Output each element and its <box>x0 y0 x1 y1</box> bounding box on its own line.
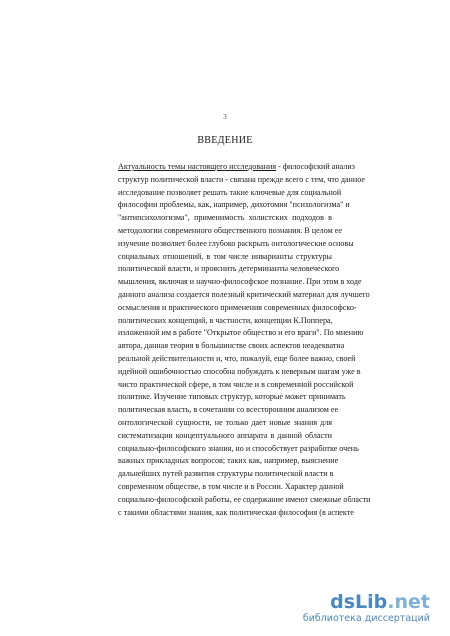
line-text: данного анализа создается полезный критический материал для лучшего <box>118 289 370 299</box>
line-text: социально-философского знания, но и способствует разработке очень <box>118 443 359 453</box>
watermark-logo-suffix: .net <box>387 591 430 613</box>
watermark-logo <box>303 592 430 612</box>
line-text: социальных отношений, в том числе инварианты структуры <box>118 251 332 261</box>
text-line <box>118 417 332 430</box>
watermark-logo-main: dsLib <box>330 591 388 613</box>
text-line <box>118 289 370 302</box>
line-text: идейной ошибочностью способна побуждать к неверным шагам уже в <box>118 366 361 376</box>
line-text: исследование позволяет решать такие ключевые для социальной <box>118 187 342 197</box>
text-line <box>118 225 342 238</box>
text-line <box>118 161 355 174</box>
text-line <box>118 379 354 392</box>
text-line <box>118 481 344 494</box>
line-text: автора, данная теория в большинстве своих аспектов неадекватна <box>118 341 345 351</box>
line-text: систематизации концептуального аппарата в данной области <box>118 430 332 440</box>
text-line <box>118 251 332 264</box>
text-line <box>118 507 354 520</box>
text-line <box>118 404 339 417</box>
line-text: политическая власть, в сочетании со всесторонним анализом ее <box>118 405 339 415</box>
text-line <box>118 212 332 225</box>
text-line <box>118 353 356 366</box>
watermark <box>303 592 430 624</box>
line-text: социально-философской работы, ее содержание имеют смежные области <box>118 494 371 504</box>
section-heading: ВВЕДЕНИЕ <box>197 135 253 146</box>
text-line <box>118 455 339 468</box>
text-line <box>118 468 332 481</box>
underlined-phrase: Актуальность темы настоящего исследования <box>118 162 277 171</box>
body-text <box>118 161 371 519</box>
line-text: онтологической сущности, не только дает новые знания для <box>118 417 332 427</box>
text-line <box>118 340 345 353</box>
line-text: мышления, включая и научно-философское познание. При этом в ходе <box>118 277 362 287</box>
line-text: изложенной им в работе "Открытое общество и его враги". По мнению <box>118 328 364 338</box>
line-text: философии проблемы, как, например, дихотомия "психологизма" и <box>118 200 350 210</box>
text-line <box>118 263 340 276</box>
text-line <box>118 391 346 404</box>
text-line <box>118 366 361 379</box>
text-line <box>118 174 365 187</box>
line-text: изучение позволяет более глубоко раскрыть онтологические основы <box>118 238 354 248</box>
line-text: политической власти, и прояснить детерминанты человеческого <box>118 264 340 274</box>
line-text: современном обществе, в том числе и в России. Характер данной <box>118 481 344 491</box>
line-text: политике. Изучение типовых структур, которые может принимать <box>118 392 346 402</box>
line-text: важных прикладных вопросов; таких как, например, выяснение <box>118 456 339 466</box>
line-text: осмысления и практического применения современных философско- <box>118 302 357 312</box>
text-line <box>118 327 364 340</box>
line-text: - философский анализ <box>276 162 355 171</box>
line-text: "антипсихологизма", применимость холистских подходов в <box>118 213 332 223</box>
text-line <box>118 187 342 200</box>
line-text: чисто практической сфере, в том числе и в современной российской <box>118 379 354 389</box>
text-line <box>118 238 354 251</box>
line-text: дальнейших путей развития структуры политической власти в <box>118 469 334 479</box>
text-line <box>118 302 357 315</box>
text-line <box>118 494 371 507</box>
watermark-subtitle: библиотека диссертаций <box>302 613 430 624</box>
line-text: методологии современного общественного познания. В целом ее <box>118 225 342 235</box>
text-line <box>118 315 332 328</box>
line-text: реальной действительности и, что, пожалуй, еще более важно, своей <box>118 353 356 363</box>
text-line <box>118 443 359 456</box>
line-text: с такими областями знания, как политическая философия (в аспекте <box>118 507 354 517</box>
page-number: 3 <box>223 113 227 121</box>
line-text: политических концепций, в частности, концепции К.Поппера, <box>118 315 333 325</box>
text-line <box>118 199 350 212</box>
line-text: структур политической власти - связана прежде всего с тем, что данное <box>118 174 365 184</box>
text-line <box>118 430 332 443</box>
text-line <box>118 276 362 289</box>
